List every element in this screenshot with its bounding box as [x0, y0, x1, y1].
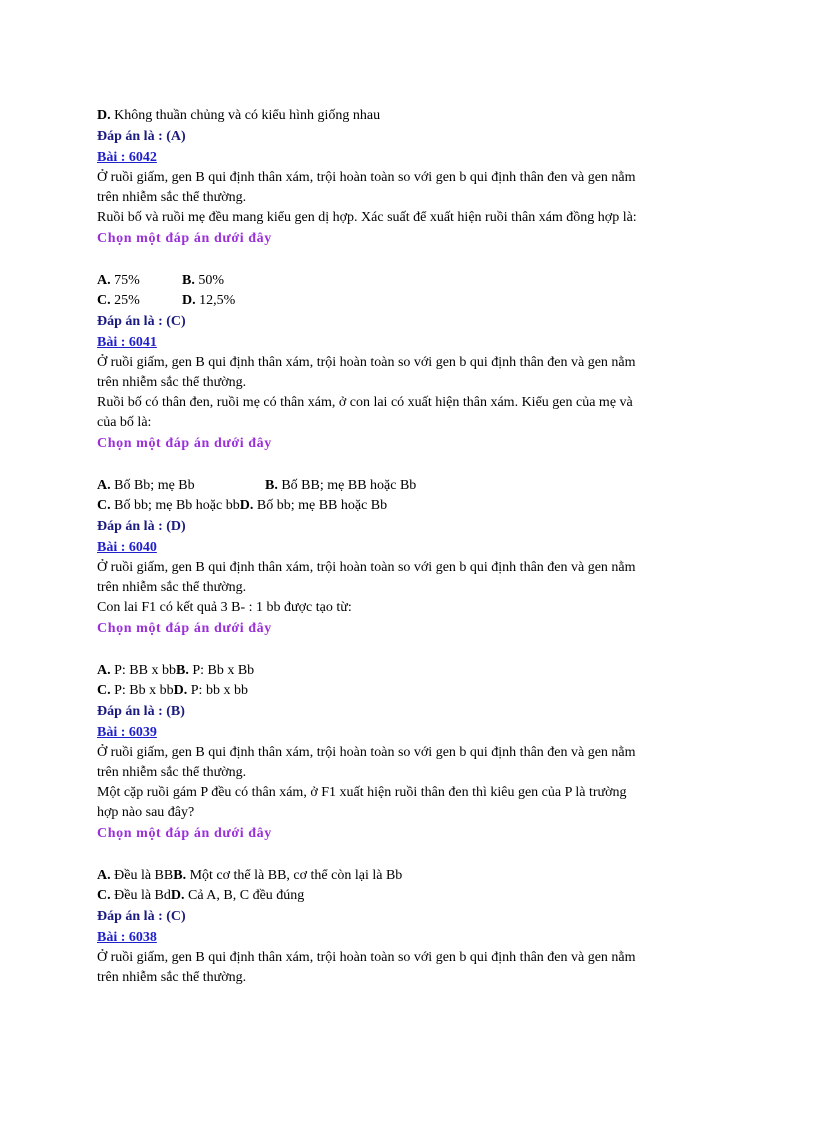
problem-title-6038[interactable]: Bài : 6038 [97, 930, 157, 945]
option-a[interactable]: A. P: BB x bb [97, 663, 176, 678]
options-row [97, 291, 717, 311]
question-text: Ở ruồi giấm, gen B qui định thân xám, trội hoàn toàn so với gen b qui định thân đen và gen nằm trên nhiễm sắc thể thường. Con lai F1 có kết quả 3 B- : 1 bb được tạo từ: [97, 560, 636, 615]
option-c[interactable]: C. Đều là Bd [97, 888, 171, 903]
question-text: Ở ruồi giấm, gen B qui định thân xám, trội hoàn toàn so với gen b qui định thân đen và gen nằm trên nhiễm sắc thể thường. Ruồi bố có thân đen, ruồi mẹ có thân xám, ở con lai có xuất hiện thân xám. Kiểu gen của mẹ và của bố là: [97, 355, 636, 430]
option-b[interactable]: B. 50% [182, 273, 225, 288]
option-d: D. Không thuần chủng và có kiểu hình giống nhau [97, 108, 381, 123]
options-row [97, 661, 717, 681]
option-c[interactable]: C. 25% [97, 293, 140, 308]
answer-line: Đáp án là : (C) [97, 314, 186, 329]
options-row [97, 866, 717, 886]
problem-title-6040[interactable]: Bài : 6040 [97, 540, 157, 555]
options-row [97, 886, 717, 906]
document-page [97, 106, 717, 988]
options-row [97, 476, 717, 496]
choose-answer-label: Chọn một đáp án dưới đây [97, 436, 272, 451]
answer-line: Đáp án là : (A) [97, 129, 186, 144]
options-row [97, 496, 717, 516]
option-d[interactable]: D. 12,5% [182, 293, 236, 308]
option-b[interactable]: B. P: Bb x Bb [175, 663, 255, 678]
answer-line: Đáp án là : (C) [97, 909, 186, 924]
choose-answer-label: Chọn một đáp án dưới đây [97, 826, 272, 841]
options-row [97, 681, 717, 701]
option-b[interactable]: B. Bố BB; mẹ BB hoặc Bb [265, 478, 417, 493]
option-a[interactable]: A. Bố Bb; mẹ Bb [97, 478, 195, 493]
option-b[interactable]: B. Một cơ thể là BB, cơ thể còn lại là Bb [173, 868, 403, 883]
choose-answer-label: Chọn một đáp án dưới đây [97, 621, 272, 636]
option-d[interactable]: D. Bố bb; mẹ BB hoặc Bb [239, 498, 388, 513]
problem-title-6039[interactable]: Bài : 6039 [97, 725, 157, 740]
option-a[interactable]: A. 75% [97, 273, 140, 288]
problem-title-6042[interactable]: Bài : 6042 [97, 150, 157, 165]
option-c[interactable]: C. Bố bb; mẹ Bb hoặc bb [97, 498, 240, 513]
question-text: Ở ruồi giấm, gen B qui định thân xám, trội hoàn toàn so với gen b qui định thân đen và gen nằm trên nhiễm sắc thể thường. [97, 950, 636, 985]
problem-title-6041[interactable]: Bài : 6041 [97, 335, 157, 350]
answer-line: Đáp án là : (D) [97, 519, 186, 534]
option-d[interactable]: D. P: bb x bb [173, 683, 248, 698]
answer-line: Đáp án là : (B) [97, 704, 185, 719]
question-text: Ở ruồi giấm, gen B qui định thân xám, trội hoàn toàn so với gen b qui định thân đen và gen nằm trên nhiễm sắc thể thường. Ruồi bố và ruồi mẹ đều mang kiểu gen dị hợp. Xác suất để xuất hiện ruồi thân xám đồng hợp là: [97, 170, 637, 225]
options-row [97, 271, 717, 291]
option-a[interactable]: A. Đều là BB [97, 868, 174, 883]
choose-answer-label: Chọn một đáp án dưới đây [97, 231, 272, 246]
option-c[interactable]: C. P: Bb x bb [97, 683, 174, 698]
question-text: Ở ruồi giấm, gen B qui định thân xám, trội hoàn toàn so với gen b qui định thân đen và gen nằm trên nhiễm sắc thể thường. Một cặp ruồi gám P đều có thân xám, ở F1 xuất hiện ruồi thân đen thì kiêu gen của P là trường hợp nào sau đây? [97, 745, 636, 820]
option-d[interactable]: D. Cả A, B, C đều đúng [170, 888, 305, 903]
